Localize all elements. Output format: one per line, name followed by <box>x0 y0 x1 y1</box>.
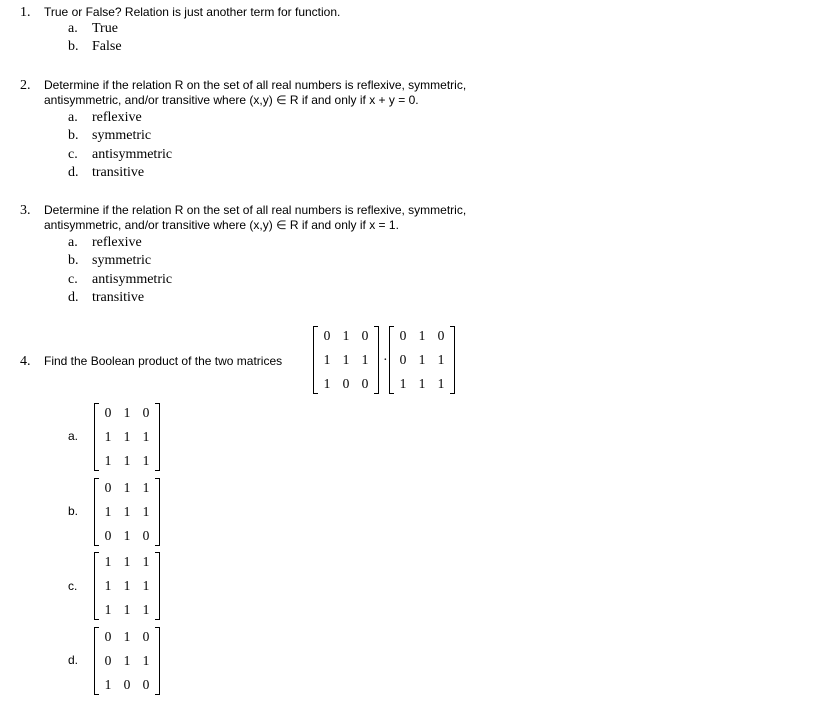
option-letter: d. <box>68 290 79 305</box>
matrix-cell: 0 <box>142 528 150 543</box>
matrix-cell: 1 <box>342 328 350 343</box>
option-text: symmetric <box>92 128 152 143</box>
option-letter: a. <box>68 429 79 443</box>
question-number: 2. <box>20 78 31 93</box>
option-text: reflexive <box>92 235 142 250</box>
matrix-cell: 1 <box>418 352 426 367</box>
option-text: symmetric <box>92 253 152 268</box>
option-text: transitive <box>92 290 145 305</box>
matrix-cell: 1 <box>123 504 131 519</box>
matrix-cell: 1 <box>399 376 407 391</box>
question-number: 4. <box>20 354 31 369</box>
matrix-cell: 0 <box>104 528 112 543</box>
matrix-row <box>94 554 160 570</box>
matrix-row <box>94 405 160 421</box>
question-text-line-1: Determine if the relation R on the set of all real numbers is reflexive, symmetric, <box>44 203 467 217</box>
option-letter: a. <box>68 21 78 36</box>
matrix-cell: 0 <box>142 405 150 420</box>
matrix-row <box>94 677 160 693</box>
boolean-product-operator: · <box>383 353 388 368</box>
matrix-cell: 0 <box>104 405 112 420</box>
matrix-cell: 1 <box>104 429 112 444</box>
option-matrix <box>94 552 160 620</box>
option-text: reflexive <box>92 110 142 125</box>
matrix-row <box>94 429 160 445</box>
option-letter: b. <box>68 39 79 54</box>
matrix-cell: 1 <box>142 453 150 468</box>
question-text-line-1: Determine if the relation R on the set of all real numbers is reflexive, symmetric, <box>44 78 467 92</box>
matrix-cell: 1 <box>123 429 131 444</box>
question-number: 3. <box>20 203 31 218</box>
matrix-cell: 0 <box>399 328 407 343</box>
matrix-cell: 1 <box>104 554 112 569</box>
option-text: antisymmetric <box>92 147 173 162</box>
matrix-row <box>94 480 160 496</box>
matrix-cell: 1 <box>123 405 131 420</box>
question-text: Find the Boolean product of the two matrices <box>44 354 283 368</box>
matrix-cell: 1 <box>323 376 331 391</box>
matrix-cell: 1 <box>104 453 112 468</box>
matrix-row <box>94 653 160 669</box>
option-letter: a. <box>68 110 78 125</box>
matrix-cell: 1 <box>123 554 131 569</box>
question-text: True or False? Relation is just another term for function. <box>44 5 341 19</box>
option-text: transitive <box>92 165 145 180</box>
matrix-cell: 0 <box>342 376 350 391</box>
matrix-cell: 1 <box>323 352 331 367</box>
matrix-cell: 1 <box>361 352 369 367</box>
matrix-row <box>389 352 455 368</box>
matrix-cell: 0 <box>399 352 407 367</box>
matrix-cell: 0 <box>361 376 369 391</box>
matrix-cell: 1 <box>142 554 150 569</box>
matrix-row <box>389 376 455 392</box>
matrix-b <box>389 326 455 394</box>
matrix-cell: 1 <box>418 376 426 391</box>
matrix-cell: 1 <box>342 352 350 367</box>
matrix-row <box>94 602 160 618</box>
option-text: True <box>92 21 118 36</box>
matrix-a <box>313 326 379 394</box>
option-text: antisymmetric <box>92 272 173 287</box>
question-text-line-2: antisymmetric, and/or transitive where (x,y) ∈ R if and only if x + y = 0. <box>44 93 419 107</box>
matrix-cell: 1 <box>437 376 445 391</box>
option-matrix <box>94 627 160 695</box>
matrix-cell: 0 <box>104 629 112 644</box>
matrix-cell: 0 <box>142 629 150 644</box>
matrix-cell: 0 <box>123 677 131 692</box>
matrix-cell: 0 <box>361 328 369 343</box>
option-letter: a. <box>68 235 78 250</box>
option-letter: c. <box>68 147 78 162</box>
matrix-row <box>94 528 160 544</box>
matrix-cell: 1 <box>437 352 445 367</box>
matrix-cell: 1 <box>418 328 426 343</box>
matrix-cell: 1 <box>123 453 131 468</box>
matrix-cell: 1 <box>123 602 131 617</box>
matrix-row <box>94 629 160 645</box>
matrix-cell: 1 <box>104 602 112 617</box>
option-letter: c. <box>68 272 78 287</box>
matrix-cell: 1 <box>142 429 150 444</box>
option-letter: d. <box>68 653 79 667</box>
matrix-cell: 1 <box>104 578 112 593</box>
matrix-cell: 1 <box>142 504 150 519</box>
matrix-cell: 1 <box>123 629 131 644</box>
matrix-cell: 1 <box>104 504 112 519</box>
matrix-cell: 0 <box>104 480 112 495</box>
matrix-cell: 0 <box>323 328 331 343</box>
option-text: False <box>92 39 122 54</box>
matrix-cell: 0 <box>142 677 150 692</box>
matrix-cell: 1 <box>123 480 131 495</box>
question-number: 1. <box>20 5 31 20</box>
matrix-row <box>389 328 455 344</box>
matrix-cell: 1 <box>142 578 150 593</box>
matrix-row <box>313 352 379 368</box>
matrix-cell: 1 <box>123 653 131 668</box>
matrix-row <box>94 453 160 469</box>
option-matrix <box>94 478 160 546</box>
matrix-row <box>313 376 379 392</box>
option-letter: b. <box>68 504 79 518</box>
option-letter: d. <box>68 165 79 180</box>
matrix-cell: 0 <box>104 653 112 668</box>
option-matrix <box>94 403 160 471</box>
option-letter: b. <box>68 253 79 268</box>
matrix-row <box>94 504 160 520</box>
option-letter: b. <box>68 128 79 143</box>
matrix-cell: 1 <box>142 480 150 495</box>
matrix-cell: 1 <box>123 578 131 593</box>
matrix-cell: 1 <box>142 653 150 668</box>
matrix-cell: 1 <box>123 528 131 543</box>
matrix-cell: 1 <box>142 602 150 617</box>
matrix-row <box>94 578 160 594</box>
option-letter: c. <box>68 579 78 593</box>
question-text-line-2: antisymmetric, and/or transitive where (x,y) ∈ R if and only if x = 1. <box>44 218 399 232</box>
matrix-row <box>313 328 379 344</box>
matrix-cell: 1 <box>104 677 112 692</box>
matrix-cell: 0 <box>437 328 445 343</box>
